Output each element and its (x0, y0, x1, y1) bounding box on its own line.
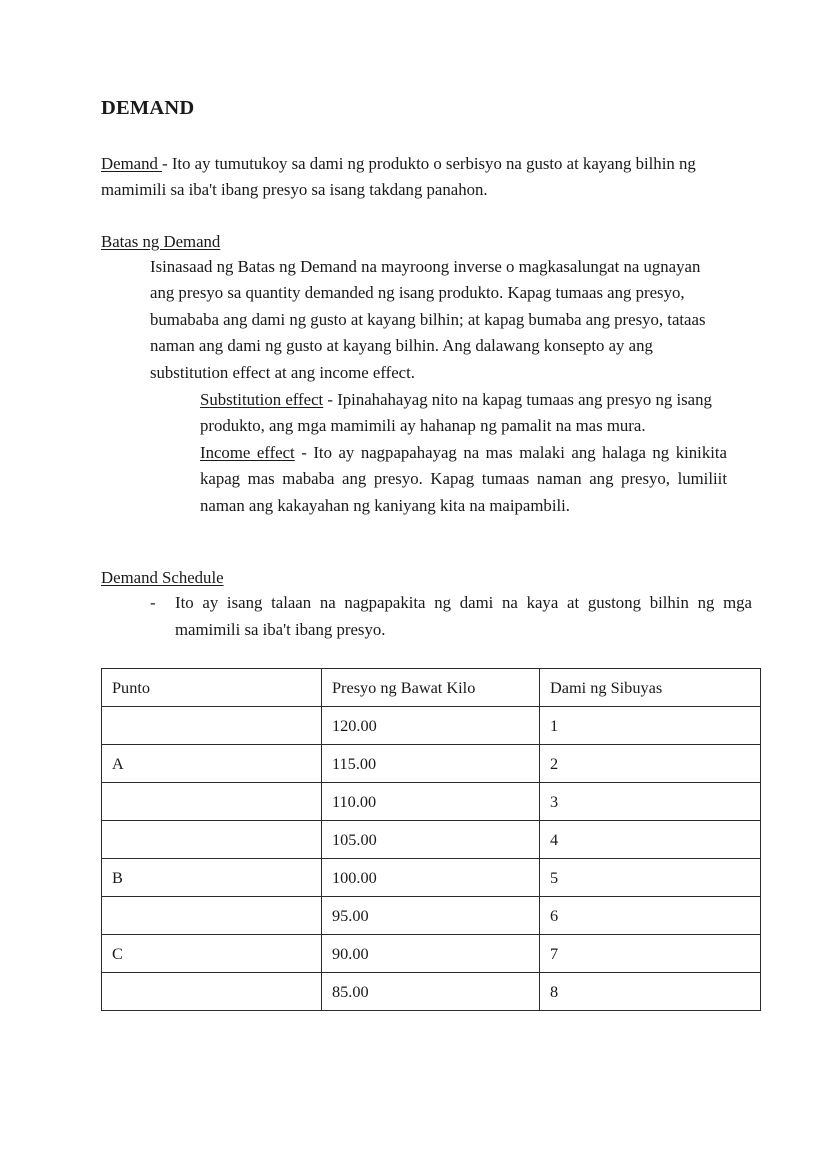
cell-dami: 1 (540, 707, 761, 745)
dash-bullet-marker: - (150, 593, 156, 613)
income-effect-paragraph (200, 440, 727, 520)
spacer (101, 519, 727, 565)
table-row (102, 973, 761, 1011)
table-row (102, 745, 761, 783)
document-content (101, 96, 752, 1011)
income-effect-text: Ito ay nagpapahayag na mas malaki ang halaga ng kinikita kapag mas mababa ang presyo. Kapag tumaas naman ang presyo, lumiliit naman ang kakayahan ng kaniyang kita na maipambili. (200, 442, 727, 515)
table-row (102, 859, 761, 897)
demand-schedule-bullet-text: Ito ay isang talaan na nagpapakita ng dami na kaya at gustong bilhin ng mga mamimili sa iba't ibang presyo. (175, 593, 752, 639)
cell-punto (102, 783, 322, 821)
cell-presyo: 100.00 (322, 859, 540, 897)
demand-schedule-table (101, 668, 761, 1011)
demand-separator: - (162, 153, 172, 173)
cell-dami: 6 (540, 897, 761, 935)
table-body (102, 707, 761, 1011)
cell-presyo: 90.00 (322, 935, 540, 973)
demand-schedule-heading (101, 565, 727, 590)
cell-punto: C (102, 935, 322, 973)
cell-punto (102, 821, 322, 859)
column-header-dami: Dami ng Sibuyas (540, 669, 761, 707)
demand-definition-text: Ito ay tumutukoy sa dami ng produkto o serbisyo na gusto at kayang bilhin ng mamimili sa iba't ibang presyo sa isang takdang panahon. (101, 153, 696, 200)
cell-presyo: 115.00 (322, 745, 540, 783)
table-row (102, 897, 761, 935)
table-row (102, 821, 761, 859)
table-row (102, 707, 761, 745)
cell-presyo: 105.00 (322, 821, 540, 859)
spacer (101, 643, 727, 668)
cell-punto (102, 973, 322, 1011)
table-header-row (102, 669, 761, 707)
cell-presyo: 110.00 (322, 783, 540, 821)
table-row (102, 783, 761, 821)
substitution-effect-paragraph (200, 387, 727, 440)
cell-dami: 8 (540, 973, 761, 1011)
column-header-punto: Punto (102, 669, 322, 707)
cell-presyo: 85.00 (322, 973, 540, 1011)
cell-dami: 2 (540, 745, 761, 783)
income-effect-term: Income effect (200, 442, 295, 462)
table-row (102, 935, 761, 973)
demand-definition-paragraph (101, 151, 727, 204)
table-head (102, 669, 761, 707)
demand-schedule-heading-text: Demand Schedule (101, 568, 224, 588)
demand-schedule-bullet (150, 590, 752, 643)
page-title: DEMAND (101, 97, 195, 119)
cell-dami: 7 (540, 935, 761, 973)
spacer (101, 204, 727, 229)
cell-punto (102, 707, 322, 745)
income-effect-separator: - (294, 442, 314, 462)
column-header-presyo: Presyo ng Bawat Kilo (322, 669, 540, 707)
cell-punto: B (102, 859, 322, 897)
batas-ng-demand-body: Isinasaad ng Batas ng Demand na mayroong inverse o magkasalungat na ugnayan ang presyo sa quantity demanded ng isang produkto. Kapag tumaas ang presyo, bumababa ang dami ng gusto at kayang bilhin; at kapag bumaba ang presyo, tataas naman ang dami ng gusto at kayang bilhin. Ang dalawang konsepto ay ang substitution effect at ang income effect. (150, 256, 706, 382)
substitution-effect-separator: - (323, 389, 338, 409)
batas-ng-demand-heading (101, 229, 727, 254)
demand-term: Demand (101, 153, 163, 173)
cell-punto (102, 897, 322, 935)
cell-dami: 5 (540, 859, 761, 897)
substitution-effect-text: Ipinahahayag nito na kapag tumaas ang presyo ng isang produkto, ang mga mamimili ay hahanap ng pamalit na mas mura. (200, 389, 712, 436)
substitution-effect-term: Substitution effect (200, 389, 324, 409)
cell-punto: A (102, 745, 322, 783)
batas-ng-demand-heading-text: Batas ng Demand (101, 231, 221, 251)
cell-presyo: 120.00 (322, 707, 540, 745)
cell-presyo: 95.00 (322, 897, 540, 935)
cell-dami: 3 (540, 783, 761, 821)
cell-dami: 4 (540, 821, 761, 859)
